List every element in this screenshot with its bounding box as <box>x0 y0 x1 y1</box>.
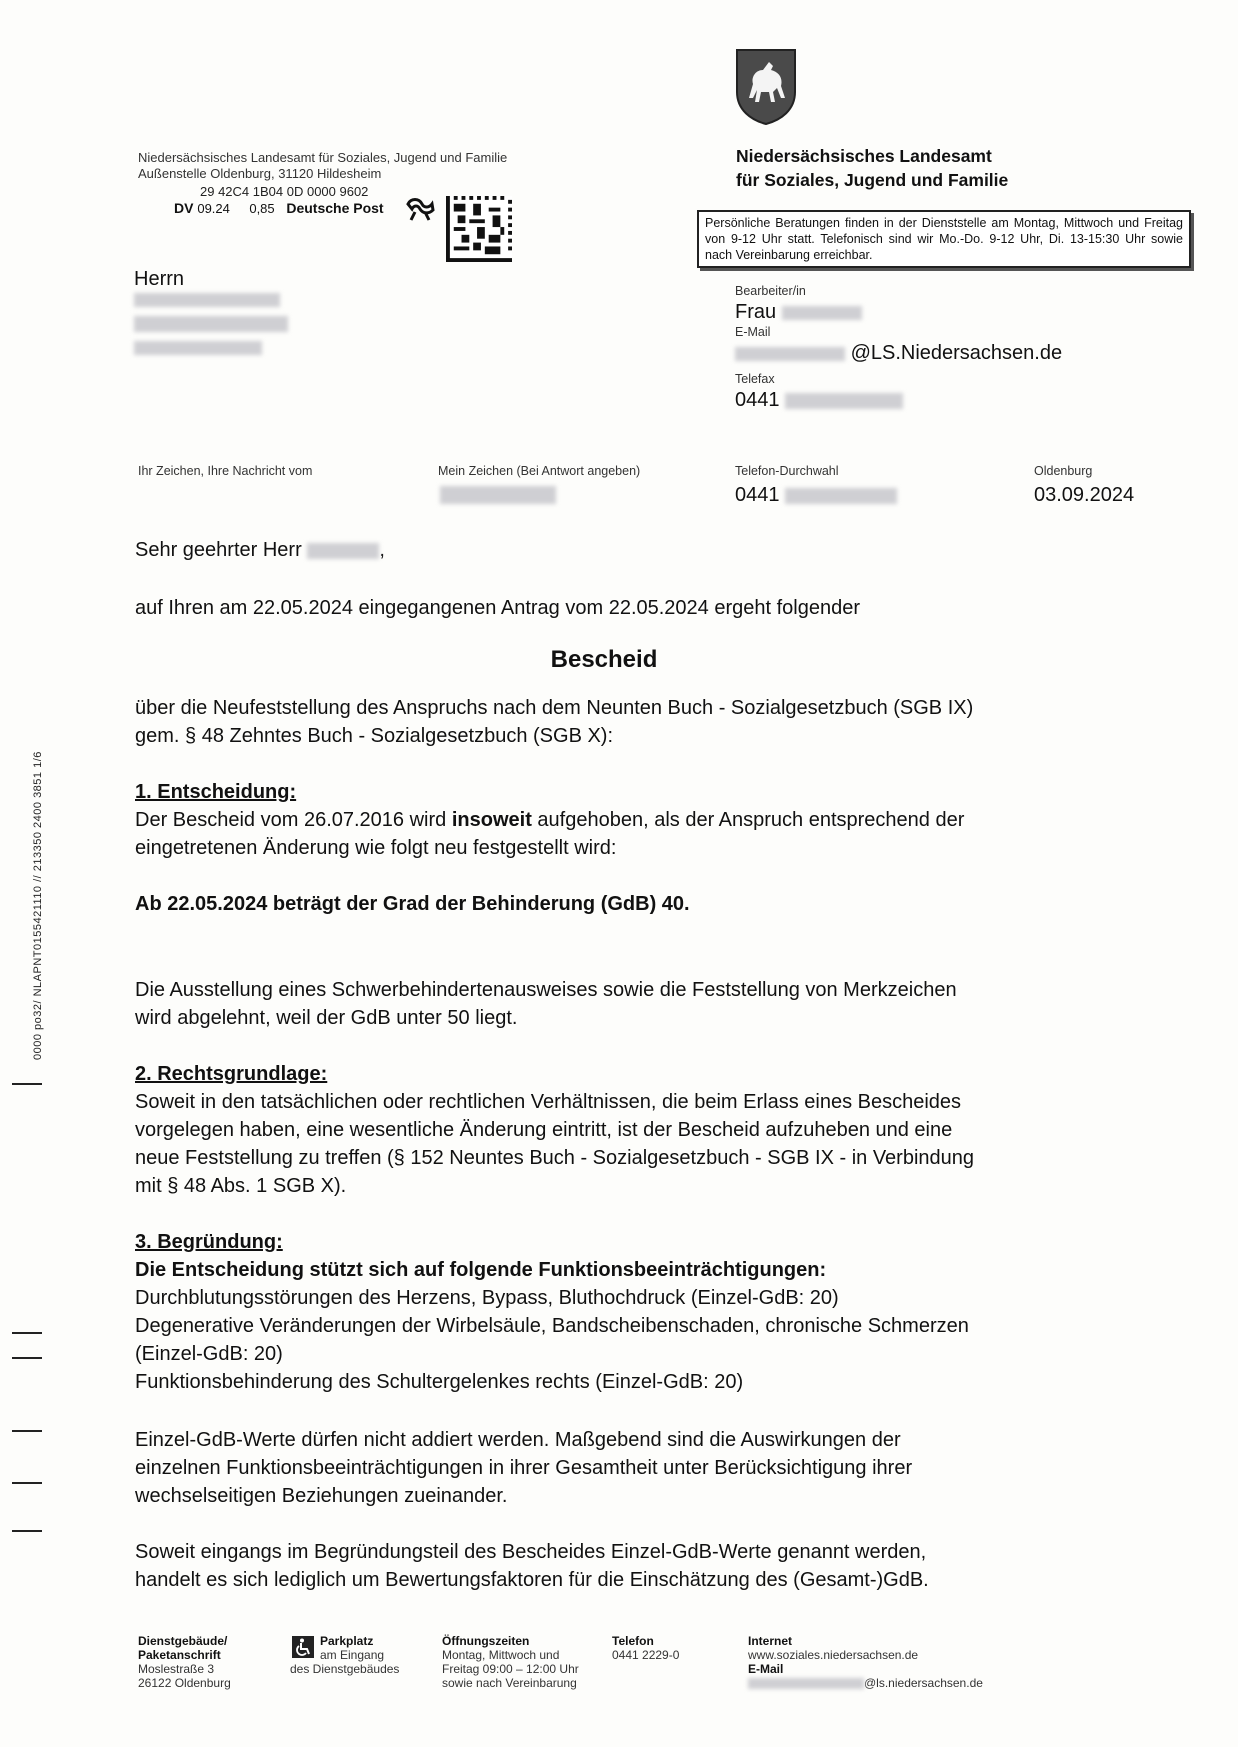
impairment-item: Degenerative Veränderungen der Wirbelsäule, Bandscheibenschaden, chronische Schmerzen <box>135 1315 969 1337</box>
postage-amount: 0,85 <box>249 201 275 216</box>
postage-dv: DV <box>174 200 194 216</box>
subject-line: gem. § 48 Zehntes Buch - Sozialgesetzbuch (SGB X): <box>135 725 614 747</box>
letter-date: 03.09.2024 <box>1034 484 1135 506</box>
fax-label: Telefax <box>735 372 775 386</box>
footer-hours-text: Freitag 09:00 – 12:00 Uhr <box>442 1662 579 1676</box>
clerk-name-redacted <box>782 306 862 320</box>
footer-street: Moslestraße 3 <box>138 1662 215 1676</box>
footer-hours-label: Öffnungszeiten <box>442 1634 530 1648</box>
consultation-notice: Persönliche Beratungen finden in der Dienststelle am Montag, Mittwoch und Freitag von 9-12 Uhr statt. Telefonisch sind wir Mo.-Do. 9-12 Uhr, Di. 13-15:30 Uhr sowie nach Vereinbarung erreichbar. <box>697 210 1191 268</box>
postage-date: 09.24 <box>197 201 230 216</box>
authority-name: für Soziales, Jugend und Familie <box>736 170 1009 190</box>
footer-building-label: Dienstgebäude/ <box>138 1634 228 1648</box>
datamatrix-code-icon <box>445 196 513 262</box>
recipient-name-redacted <box>134 291 288 309</box>
sender-line: Niedersächsisches Landesamt für Soziales, Jugend und Familie <box>138 150 508 165</box>
footer-internet-label: Internet <box>748 1634 793 1648</box>
phone-prefix: 0441 <box>735 484 780 506</box>
greeting-name-redacted <box>307 543 379 559</box>
postage-carrier: Deutsche Post <box>286 200 384 216</box>
fold-mark <box>12 1482 42 1484</box>
sender-code: 29 42C4 1B04 0D 0000 9602 <box>200 184 369 199</box>
fold-mark <box>12 1430 42 1432</box>
legal-basis-text: Soweit in den tatsächlichen oder rechtlichen Verhältnissen, die beim Erlass eines Bescheides <box>135 1091 962 1113</box>
recipient-salutation: Herrn <box>134 268 185 290</box>
footer-parking-label: Parkplatz <box>320 1634 374 1648</box>
reasons-intro: Die Entscheidung stützt sich auf folgende Funktionsbeeinträchtigungen: <box>135 1259 827 1281</box>
phone-number-redacted <box>785 488 897 504</box>
reasons-text: Einzel-GdB-Werte dürfen nicht addiert werden. Maßgebend sind die Auswirkungen der <box>135 1429 901 1451</box>
posthorn-icon <box>405 196 435 222</box>
email-label: E-Mail <box>735 325 771 339</box>
legal-basis-text: neue Feststellung zu treffen (§ 152 Neuntes Buch - Sozialgesetzbuch - SGB IX - in Verbindung <box>135 1147 975 1169</box>
refusal-text: wird abgelehnt, weil der GdB unter 50 liegt. <box>135 1007 518 1029</box>
recipient-street-redacted <box>134 315 288 333</box>
decision-text: Der Bescheid vom 26.07.2016 wird <box>135 809 452 831</box>
section-1-heading: 1. Entscheidung: <box>135 781 297 803</box>
my-ref-redacted <box>440 486 556 504</box>
my-ref-label: Mein Zeichen (Bei Antwort angeben) <box>438 464 641 478</box>
fold-mark <box>12 1530 42 1532</box>
legal-basis-text: mit § 48 Abs. 1 SGB X). <box>135 1175 347 1197</box>
phone-label: Telefon-Durchwahl <box>735 464 839 478</box>
email-user-redacted <box>735 347 845 361</box>
impairment-item: (Einzel-GdB: 20) <box>135 1343 283 1365</box>
recipient-city-redacted <box>134 339 288 357</box>
authority-name: Niedersächsisches Landesamt <box>736 146 992 166</box>
intro: auf Ihren am 22.05.2024 eingegangenen Antrag vom 22.05.2024 ergeht folgender <box>135 597 861 619</box>
footer-city: 26122 Oldenburg <box>138 1676 231 1690</box>
footer-email-user-redacted <box>748 1678 864 1689</box>
reasons-text: wechselseitigen Beziehungen zueinander. <box>135 1485 508 1507</box>
footer-website-link[interactable]: www.soziales.niedersachsen.de <box>748 1648 919 1662</box>
place-label: Oldenburg <box>1034 464 1093 478</box>
decision-emphasis: insoweit <box>451 809 532 831</box>
footer-hours-text: Montag, Mittwoch und <box>442 1648 560 1662</box>
your-ref-label: Ihr Zeichen, Ihre Nachricht vom <box>138 464 313 478</box>
footer-building-label: Paketanschrift <box>138 1648 221 1662</box>
impairment-item: Funktionsbehinderung des Schultergelenkes rechts (Einzel-GdB: 20) <box>135 1371 744 1393</box>
impairment-item: Durchblutungsstörungen des Herzens, Bypass, Bluthochdruck (Einzel-GdB: 20) <box>135 1287 839 1309</box>
footer-phone[interactable]: 0441 2229-0 <box>612 1648 680 1662</box>
legal-basis-text: vorgelegen haben, eine wesentliche Änderung eintritt, ist der Bescheid aufzuheben und eine <box>135 1119 953 1141</box>
refusal-text: Die Ausstellung eines Schwerbehindertenausweises sowie die Feststellung von Merkzeichen <box>135 979 957 1001</box>
section-2-heading: 2. Rechtsgrundlage: <box>135 1063 328 1085</box>
reasons-text: handelt es sich lediglich um Bewertungsfaktoren für die Einschätzung des (Gesamt-)GdB. <box>135 1569 929 1591</box>
margin-code: 0000 po32/ NLAPNT0155421110 // 213350 2400 3851 1/6 <box>32 751 44 1060</box>
footer-parking-text: am Eingang <box>320 1648 385 1662</box>
footer-phone-label: Telefon <box>612 1634 654 1648</box>
footer-parking-text: des Dienstgebäudes <box>290 1662 400 1676</box>
footer-hours-text: sowie nach Vereinbarung <box>442 1676 577 1690</box>
sender-line: Außenstelle Oldenburg, 31120 Hildesheim <box>138 166 382 181</box>
fold-mark <box>12 1357 42 1359</box>
horse-shield-icon <box>735 48 797 126</box>
decision-text: aufgehoben, als der Anspruch entsprechend der <box>531 809 965 831</box>
title: Bescheid <box>550 646 658 673</box>
fax-number-redacted <box>785 393 903 409</box>
clerk-value: Frau <box>735 301 777 323</box>
subject-line: über die Neufeststellung des Anspruchs nach dem Neunten Buch - Sozialgesetzbuch (SGB IX) <box>135 697 974 719</box>
footer-email-label: E-Mail <box>748 1662 784 1676</box>
section-3-heading: 3. Begründung: <box>135 1231 283 1253</box>
footer-email-domain[interactable]: @ls.niedersachsen.de <box>864 1676 983 1690</box>
reasons-text: einzelnen Funktionsbeeinträchtigungen in ihrer Gesamtheit unter Berücksichtigung ihrer <box>135 1457 913 1479</box>
clerk-label: Bearbeiter/in <box>735 284 806 298</box>
greeting: Sehr geehrter Herr <box>135 539 302 561</box>
email-domain[interactable]: @LS.Niedersachsen.de <box>850 342 1063 364</box>
gdb-decision: Ab 22.05.2024 beträgt der Grad der Behinderung (GdB) 40. <box>135 893 690 915</box>
fax-prefix: 0441 <box>735 389 780 411</box>
reasons-text: Soweit eingangs im Begründungsteil des Bescheides Einzel-GdB-Werte genannt werden, <box>135 1541 927 1563</box>
fold-mark <box>12 1332 42 1334</box>
decision-text: eingetretenen Änderung wie folgt neu festgestellt wird: <box>135 837 617 859</box>
fold-mark <box>12 1083 42 1085</box>
